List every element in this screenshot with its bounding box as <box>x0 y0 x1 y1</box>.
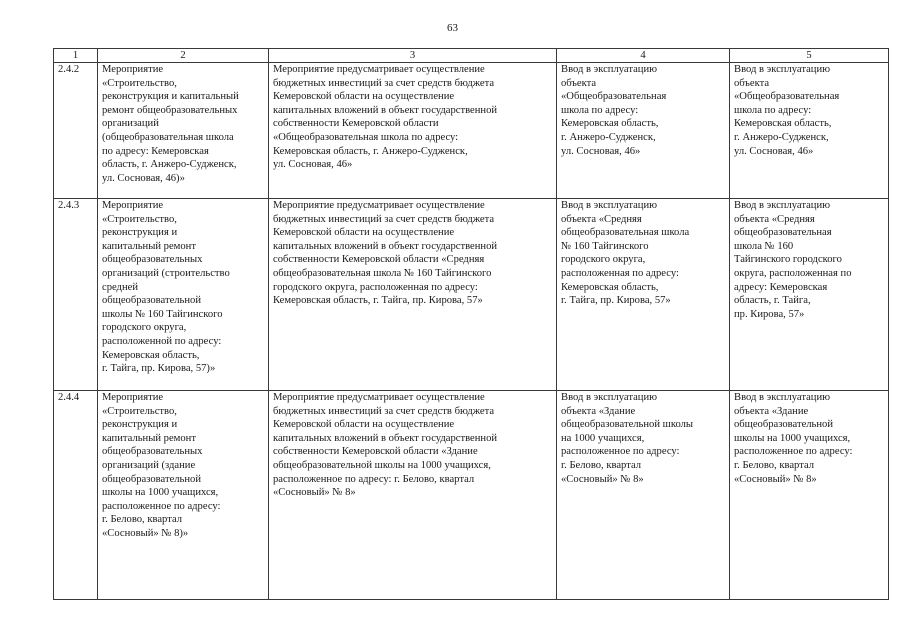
event-description-cell: Мероприятие предусматривает осуществление бюджетных инвестиций за счет средств бюджета Кемеровской области на осуществление капитальных вложений в объект государственной собственности Кемеровской области «Здание общеобразовательной школы на 1000 учащихся, расположенное по адресу: г. Белово, квартал «Сосновый» № 8» <box>269 391 557 600</box>
expected-result-cell: Ввод в эксплуатацию объекта «Общеобразовательная школа по адресу: Кемеровская область, г. Анжеро-Судженск, ул. Сосновая, 46» <box>557 63 730 199</box>
column-number-4: 4 <box>557 49 730 63</box>
indicator-cell: Ввод в эксплуатацию объекта «Общеобразовательная школа по адресу: Кемеровская область, г. Анжеро-Судженск, ул. Сосновая, 46» <box>730 63 889 199</box>
table-row-2-4-4 <box>54 391 889 600</box>
column-number-row <box>54 49 889 63</box>
row-number: 2.4.4 <box>54 391 98 600</box>
table-row-2-4-3 <box>54 199 889 391</box>
event-description-cell: Мероприятие предусматривает осуществление бюджетных инвестиций за счет средств бюджета Кемеровской области на осуществление капитальных вложений в объект государственной собственности Кемеровской области «Общеобразовательная школа по адресу: Кемеровская область, г. Анжеро-Судженск, ул. Сосновая, 46» <box>269 63 557 199</box>
column-number-5: 5 <box>730 49 889 63</box>
indicator-cell: Ввод в эксплуатацию объекта «Средняя общеобразовательная школа № 160 Тайгинского городского округа, расположенная по адресу: Кемеровская область, г. Тайга, пр. Кирова, 57» <box>730 199 889 391</box>
row-number: 2.4.2 <box>54 63 98 199</box>
column-number-2: 2 <box>98 49 269 63</box>
page-number: 63 <box>447 22 458 34</box>
expected-result-cell: Ввод в эксплуатацию объекта «Здание общеобразовательной школы на 1000 учащихся, расположенное по адресу: г. Белово, квартал «Сосновый» № 8» <box>557 391 730 600</box>
row-number: 2.4.3 <box>54 199 98 391</box>
indicator-cell: Ввод в эксплуатацию объекта «Здание общеобразовательной школы на 1000 учащихся, расположенное по адресу: г. Белово, квартал «Сосновый» № 8» <box>730 391 889 600</box>
event-name-cell: Мероприятие «Строительство, реконструкция и капитальный ремонт общеобразовательных организаций (здание общеобразовательной школы на 1000 учащихся, расположенное по адресу: г. Белово, квартал «Сосновый» № 8)» <box>98 391 269 600</box>
event-name-cell: Мероприятие «Строительство, реконструкция и капитальный ремонт общеобразовательных организаций (строительство средней общеобразовательной школы № 160 Тайгинского городского округа, расположенной по адресу: Кемеровская область, г. Тайга, пр. Кирова, 57)» <box>98 199 269 391</box>
column-number-1: 1 <box>54 49 98 63</box>
program-table <box>53 48 889 600</box>
expected-result-cell: Ввод в эксплуатацию объекта «Средняя общеобразовательная школа № 160 Тайгинского городского округа, расположенная по адресу: Кемеровская область, г. Тайга, пр. Кирова, 57» <box>557 199 730 391</box>
event-description-cell: Мероприятие предусматривает осуществление бюджетных инвестиций за счет средств бюджета Кемеровской области на осуществление капитальных вложений в объект государственной собственности Кемеровской области «Средняя общеобразовательная школа № 160 Тайгинского городского округа, расположенная по адресу: Кемеровская область, г. Тайга, пр. Кирова, 57» <box>269 199 557 391</box>
table-row-2-4-2 <box>54 63 889 199</box>
event-name-cell: Мероприятие «Строительство, реконструкция и капитальный ремонт общеобразовательных организаций (общеобразовательная школа по адресу: Кемеровская область, г. Анжеро-Судженск, ул. Сосновая, 46)» <box>98 63 269 199</box>
column-number-3: 3 <box>269 49 557 63</box>
